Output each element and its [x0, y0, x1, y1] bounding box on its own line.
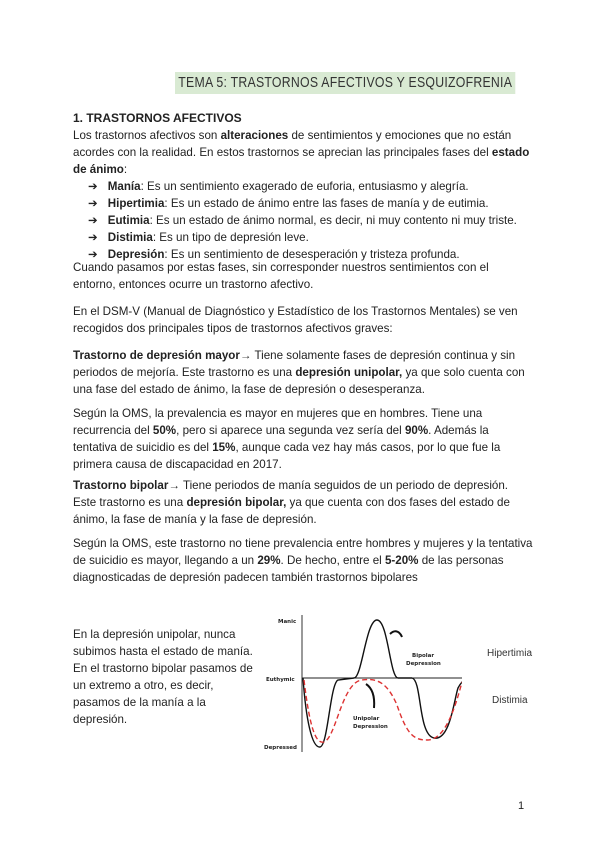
text: → Tiene solamente fases de depresión continua y sin periodos de mejoría. Este trastorno es una [73, 349, 516, 379]
text: , aunque cada vez hay más casos, por lo que fue la primera causa de discapacidad en 2017. [73, 441, 501, 471]
bold-text: Trastorno bipolar [73, 479, 169, 492]
paragraph: En el DSM-V (Manual de Diagnóstico y Estadístico de los Trastornos Mentales) se ven recogidos dos principales tipos de trastornos afectivos graves: [73, 305, 518, 335]
definition: : Es un sentimiento exagerado de euforia, entusiasmo y alegría. [140, 180, 469, 193]
euthymic-label: Euthymic [266, 677, 295, 683]
bold-text: depresión bipolar, [186, 496, 287, 509]
figure-explanation: En la depresión unipolar, nunca subimos hasta el estado de manía. En el trastorno bipolar pasamos de un extremo a otro, es decir, pasamos de la manía a la depresión. [73, 628, 253, 726]
bipolar-label: Bipolar [412, 653, 435, 659]
unipolar-label: Unipolar [353, 716, 380, 722]
text: ya que solo cuenta con una fase del estado de ánimo, la fase de depresión o desesperanza. [73, 366, 525, 396]
bold-text: alteraciones [220, 129, 289, 142]
bold-text: 5-20% [384, 554, 419, 567]
definition: : Es un tipo de depresión leve. [152, 231, 309, 244]
text: de las personas diagnosticadas de depresión padecen también trastornos bipolares [73, 554, 504, 584]
list-item [88, 212, 533, 229]
definition: : Es un estado de ánimo entre las fases de manía y de eutimia. [164, 197, 489, 210]
list-item [88, 178, 533, 195]
intro-paragraph [73, 127, 533, 178]
term: Distimia [107, 231, 153, 244]
mood-phase-list [73, 178, 533, 263]
paragraph-major-depression [73, 347, 533, 398]
text: Según la OMS, este trastorno no tiene prevalencia entre hombres y mujeres y la tentativa de suicidio es mayor, llegando a un [73, 537, 533, 567]
bold-text: 90% [404, 424, 429, 437]
term: Hipertimia [107, 197, 165, 210]
text: . De hecho, entre el [280, 554, 385, 567]
bold-text: 29% [257, 554, 281, 567]
text: Los trastornos afectivos son [73, 129, 221, 142]
bold-text: 15% [212, 441, 236, 454]
list-item [88, 195, 533, 212]
term: Eutimia [107, 214, 150, 227]
definition: : Es un sentimiento de desesperación y tristeza profunda. [164, 248, 460, 261]
unipolar-label-2: Depression [353, 724, 388, 730]
paragraph: Cuando pasamos por estas fases, sin corresponder nuestros sentimientos con el entorno, entonces ocurre un trastorno afectivo. [73, 261, 489, 291]
document-title: TEMA 5: TRASTORNOS AFECTIVOS Y ESQUIZOFRENIA [175, 72, 515, 94]
list-item [88, 229, 533, 246]
bold-text: estado de ánimo [73, 146, 530, 176]
term: Depresión [107, 248, 165, 261]
paragraph-oms-depression [73, 405, 533, 473]
section-affective-disorders [73, 110, 533, 263]
unipolar-arrow-icon [366, 684, 374, 708]
text: → Tiene periodos de manía seguidos de un periodo de depresión. Este trastorno es una [73, 479, 509, 509]
text: , pero si aparece una segunda vez sería del [176, 424, 405, 437]
page-number: 1 [518, 800, 525, 812]
bold-text: 50% [152, 424, 177, 437]
term: Manía [107, 180, 141, 193]
unipolar-curve [304, 680, 462, 743]
text: ya que cuenta con dos fases del estado de ánimo, la fase de manía y la fase de depresión. [73, 496, 510, 526]
paragraph-bipolar [73, 477, 533, 528]
hipertimia-label: Hipertimia [487, 648, 533, 659]
text: : [123, 163, 128, 176]
depressed-label: Depressed [264, 745, 297, 751]
bold-text: depresión unipolar, [295, 366, 403, 379]
distimia-label: Distimia [492, 695, 528, 706]
bipolar-label-2: Depression [406, 661, 441, 667]
paragraph-oms-bipolar [73, 535, 533, 586]
bold-text: Trastorno de depresión mayor [73, 349, 240, 362]
definition: : Es un estado de ánimo normal, es decir, ni muy contento ni muy triste. [149, 214, 517, 227]
section-heading: 1. TRASTORNOS AFECTIVOS [73, 111, 242, 125]
text: de sentimientos y emociones que no están acordes con la realidad. En estos trastornos se aprecian las principales fases del [73, 129, 512, 159]
mood-cycle-figure [262, 610, 462, 755]
bipolar-arrow-icon [390, 631, 402, 637]
text: Según la OMS, la prevalencia es mayor en mujeres que en hombres. Tiene una recurrencia del [73, 407, 483, 437]
manic-label: Manic [278, 619, 297, 625]
text: . Además la tentativa de suicidio es del [73, 424, 489, 454]
